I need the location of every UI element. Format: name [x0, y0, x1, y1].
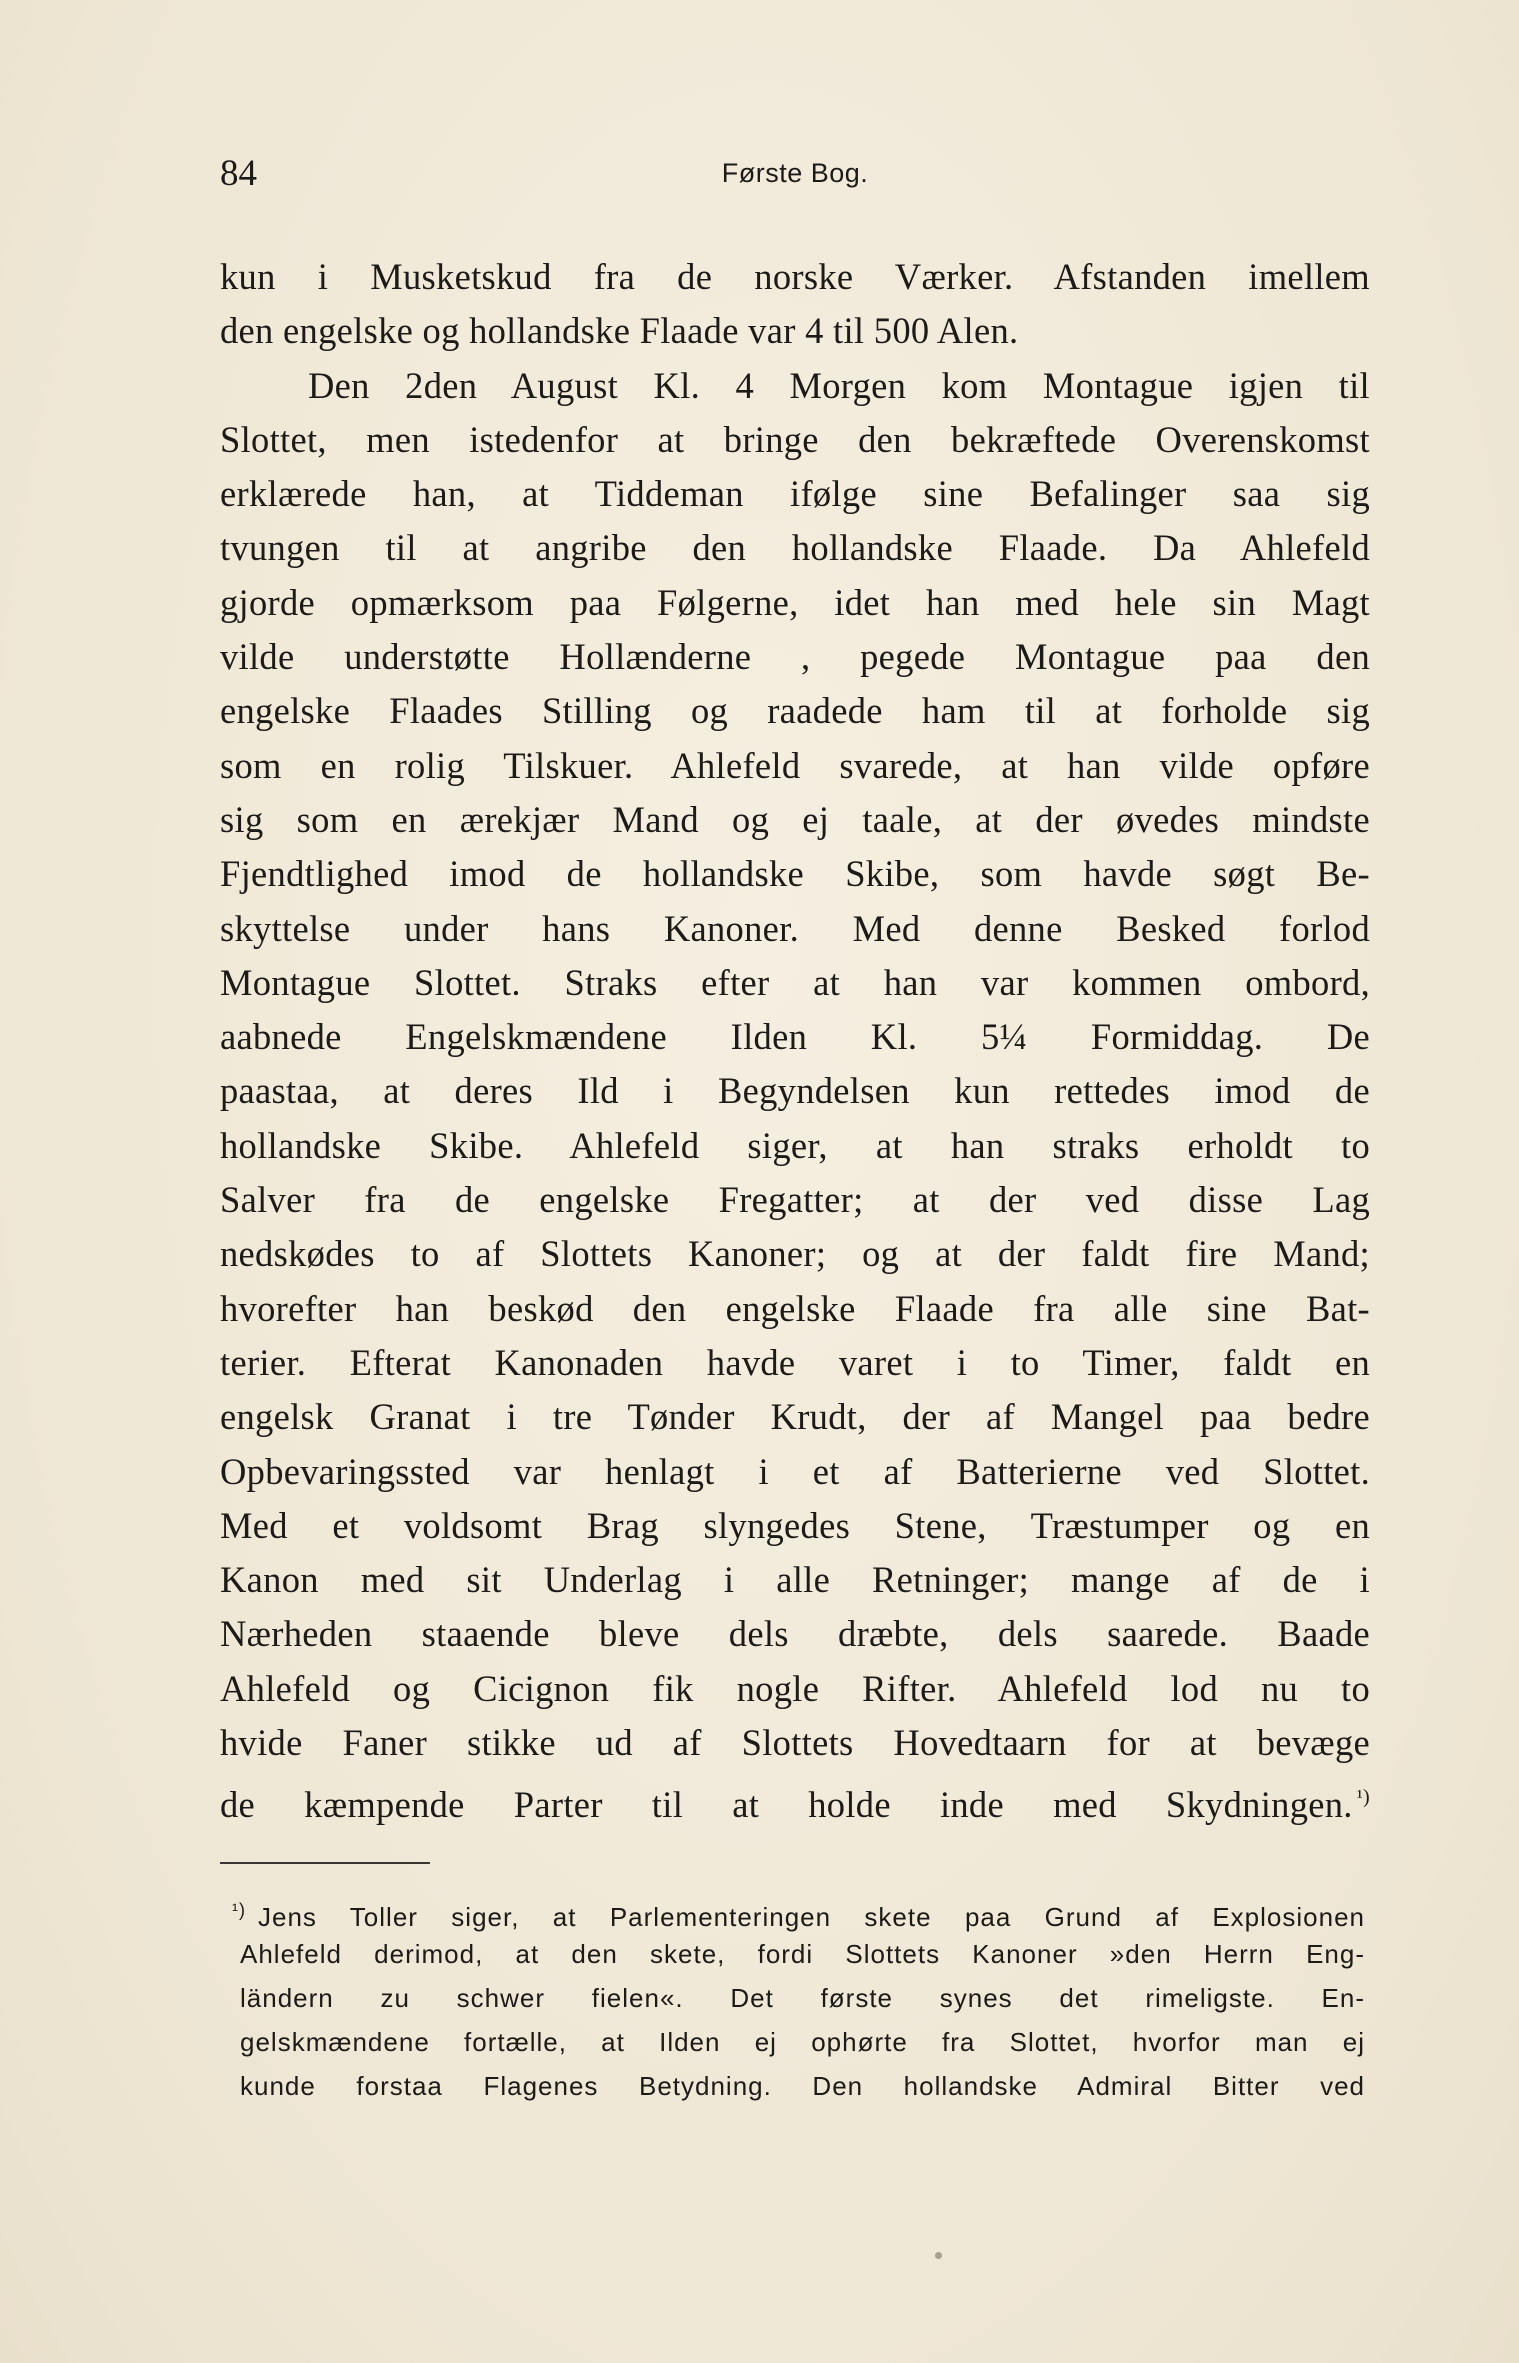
text-line: Fjendtlighed imod de hollandske Skibe, som havde søgt Be-	[220, 853, 1370, 895]
footnote-reference[interactable]: ¹)	[1356, 1786, 1370, 1809]
text-line: hvorefter han beskød den engelske Flaade fra alle sine Bat-	[220, 1287, 1370, 1329]
text-line: Nærheden staaende bleve dels dræbte, dels saarede. Baade	[220, 1613, 1370, 1655]
text-line: Ahlefeld og Cicignon fik nogle Rifter. Ahlefeld lod nu to	[220, 1667, 1370, 1709]
footnote-marker: ¹)	[232, 1900, 246, 1920]
footnote-line: ländern zu schwer fielen«. Det første synes det rimeligste. En-	[240, 1983, 1365, 2013]
text-line: kun i Musketskud fra de norske Værker. Afstanden imellem	[220, 256, 1370, 297]
footnote-line: gelskmændene fortælle, at Ilden ej ophørte fra Slottet, hvorfor man ej	[240, 2027, 1365, 2057]
footnote-line: kunde forstaa Flagenes Betydning. Den hollandske Admiral Bitter ved	[240, 2071, 1365, 2101]
text-line: gjorde opmærksom paa Følgerne, idet han med hele sin Magt	[220, 581, 1370, 623]
last-line-text: de kæmpende Parter til at holde inde med Skydningen.	[220, 1784, 1353, 1826]
body-text	[220, 250, 1370, 1825]
text-line: engelsk Granat i tre Tønder Krudt, der af Mangel paa bedre	[220, 1396, 1370, 1438]
text-line: hvide Faner stikke ud af Slottets Hovedtaarn for at bevæge	[220, 1722, 1370, 1764]
text-line-last	[220, 1770, 1370, 1824]
text-line: Opbevaringssted var henlagt i et af Batterierne ved Slottet.	[220, 1450, 1370, 1492]
text-line: Den 2den August Kl. 4 Morgen kom Montague igjen til	[308, 364, 1370, 406]
text-line: nedskødes to af Slottets Kanoner; og at der faldt fire Mand;	[220, 1233, 1370, 1275]
text-line: terier. Efterat Kanonaden havde varet i to Timer, faldt en	[220, 1341, 1370, 1383]
text-line: Med et voldsomt Brag slyngedes Stene, Træstumper og en	[220, 1504, 1370, 1546]
page-number: 84	[220, 153, 257, 194]
text-line: Kanon med sit Underlag i alle Retninger; mange af de i	[220, 1559, 1370, 1601]
text-line: paastaa, at deres Ild i Begyndelsen kun rettedes imod de	[220, 1070, 1370, 1112]
text-line: Slottet, men istedenfor at bringe den bekræftede Overenskomst	[220, 418, 1370, 460]
text-line: den engelske og hollandske Flaade var 4 til 500 Alen.	[220, 310, 1019, 352]
footnote-line-text: Jens Toller siger, at Parlementeringen skete paa Grund af Explosionen	[258, 1902, 1365, 1932]
footnote-line: Ahlefeld derimod, at den skete, fordi Slottets Kanoner »den Herrn Eng-	[240, 1939, 1365, 1969]
text-line: hollandske Skibe. Ahlefeld siger, at han straks erholdt to	[220, 1124, 1370, 1166]
text-line: skyttelse under hans Kanoner. Med denne Besked forlod	[220, 907, 1370, 949]
text-line: sig som en ærekjær Mand og ej taale, at der øvedes mindste	[220, 798, 1370, 840]
text-line: som en rolig Tilskuer. Ahlefeld svarede, at han vilde opføre	[220, 744, 1370, 786]
running-head	[220, 152, 1370, 202]
text-line: engelske Flaades Stilling og raadede ham til at forholde sig	[220, 690, 1370, 732]
running-title: Første Bog.	[721, 158, 869, 188]
text-line: vilde understøtte Hollænderne , pegede Montague paa den	[220, 636, 1370, 678]
text-line: Montague Slottet. Straks efter at han var kommen ombord,	[220, 961, 1370, 1003]
text-line: erklærede han, at Tiddeman ifølge sine Befalinger saa sig	[220, 473, 1370, 515]
footnote-line	[232, 1888, 1365, 1932]
text-line: aabnede Engelskmændene Ilden Kl. 5¼ Formiddag. De	[220, 1016, 1370, 1058]
footnote	[232, 1888, 1365, 2108]
ink-speck	[935, 2252, 942, 2259]
text-line: tvungen til at angribe den hollandske Flaade. Da Ahlefeld	[220, 527, 1370, 569]
footnote-divider	[220, 1862, 430, 1864]
text-line: Salver fra de engelske Fregatter; at der ved disse Lag	[220, 1179, 1370, 1221]
